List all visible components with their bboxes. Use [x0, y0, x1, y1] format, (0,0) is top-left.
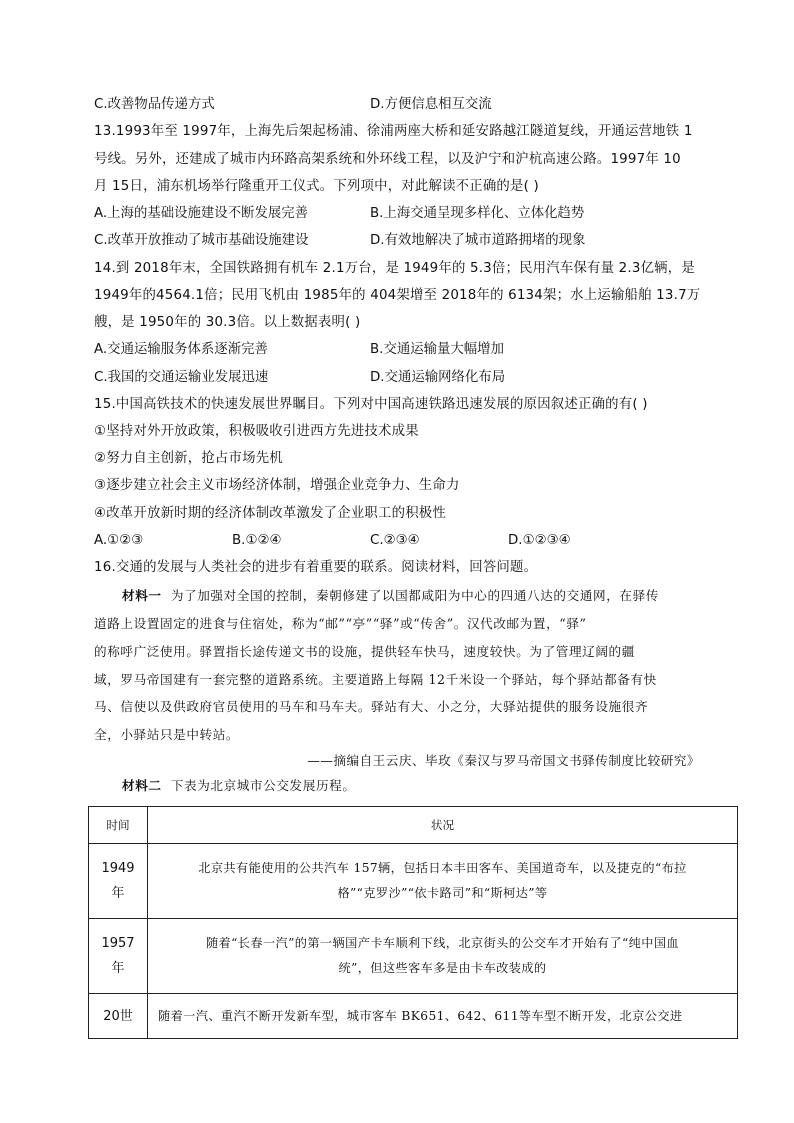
table-row [89, 844, 738, 919]
q15-item-1: ①坚持对外开放政策，积极吸收引进西方先进技术成果 [94, 424, 419, 439]
time-line: 20世 [103, 1008, 133, 1024]
material1-label: 材料一 [122, 588, 162, 603]
status-line: 随着“长春一汽”的第一辆国产卡车顺利下线，北京街头的公交车才开始有了“纯中国血 [205, 936, 680, 950]
beijing-bus-history-table [88, 806, 738, 1039]
table-cell-status [148, 844, 738, 919]
q14-stem-line-1: 14.到 2018年末，全国铁路拥有机车 2.1万台，是 1949年的 5.3倍；民用汽车保有量 2.3亿辆，是 [94, 261, 695, 276]
material1-line-3: 的称呼广泛使用。驿置指长途传递文书的设施，提供轻车快马，速度较快。为了管理辽阔的疆 [94, 644, 635, 659]
material1-source: ——摘编自王云庆、毕玫《秦汉与罗马帝国文书驿传制度比较研究》 [307, 753, 700, 768]
q14-option-a: A.交通运输服务体系逐渐完善 [94, 342, 268, 357]
material1-line-4: 域，罗马帝国建有一套完整的道路系统。主要道路上每隔 12千米设一个驿站，每个驿站都备有快 [94, 672, 657, 687]
q14-option-b: B.交通运输量大幅增加 [370, 342, 504, 357]
q14-option-d: D.交通运输网络化布局 [370, 370, 506, 385]
q15-stem: 15.中国高铁技术的快速发展世界瞩目。下列对中国高速铁路迅速发展的原因叙述正确的有( ) [94, 397, 648, 412]
q15-option-a: A.①②③ [94, 533, 144, 548]
q13-stem-line-1: 13.1993年至 1997年，上海先后架起杨浦、徐浦两座大桥和延安路越江隧道复线，开通运营地铁 1 [94, 124, 693, 139]
table-cell-time [89, 994, 148, 1039]
material2-text: 下表为北京城市公交发展历程。 [170, 778, 356, 793]
table-cell-status [148, 919, 738, 994]
table-cell-time [89, 844, 148, 919]
q14-option-c: C.我国的交通运输业发展迅速 [94, 370, 269, 385]
table-header-status: 状况 [148, 807, 738, 844]
material2-label: 材料二 [122, 778, 162, 793]
q12-option-c: C.改善物品传递方式 [94, 97, 215, 112]
table-cell-time [89, 919, 148, 994]
material1-line-5: 马、信使以及供政府官员使用的马车和马车夫。驿站有大、小之分，大驿站提供的服务设施很齐 [94, 699, 649, 714]
status-line: 随着一汽、重汽不断开发新车型，城市客车 BK651、642、611等车型不断开发，北京公交进 [158, 1008, 683, 1023]
status-line: 北京共有能使用的公共汽车 157辆，包括日本丰田客车、美国道奇车，以及捷克的“布拉 [198, 861, 687, 875]
q13-option-b: B.上海交通呈现多样化、立体化趋势 [370, 206, 585, 221]
q15-option-b: B.①②④ [232, 533, 282, 548]
time-line: 1949 [101, 861, 135, 876]
q14-stem-line-3: 艘，是 1950年的 30.3倍。以上数据表明( ) [94, 315, 361, 330]
material1-line-6: 全，小驿站只是中转站。 [94, 727, 240, 742]
q15-item-3: ③逐步建立社会主义市场经济体制，增强企业竞争力、生命力 [94, 478, 460, 493]
status-line: 统”，但这些客车多是由卡车改装成的 [338, 961, 547, 975]
time-line: 年 [111, 961, 125, 976]
material1-line-1 [122, 586, 659, 606]
table-header-time: 时间 [89, 807, 148, 844]
table-cell-status [148, 994, 738, 1039]
q12-option-d: D.方便信息相互交流 [370, 97, 492, 112]
material1-text: 为了加强对全国的控制，秦朝修建了以国都咸阳为中心的四通八达的交通网，在驿传 [170, 588, 659, 603]
q13-stem-line-3: 月 15日，浦东机场举行隆重开工仪式。下列项中，对此解读不正确的是( ) [94, 179, 539, 194]
q13-option-a: A.上海的基础设施建设不断发展完善 [94, 206, 309, 221]
table-header-row [89, 807, 738, 844]
status-line: 格”“克罗沙”“依卡路司”和“斯柯达”等 [337, 886, 548, 900]
material1-line-2: 道路上设置固定的进食与住宿处，称为“邮”“亭”“驿”或“传舍”。汉代改邮为置，“驿” [94, 616, 587, 631]
q15-option-d: D.①②③④ [508, 533, 571, 548]
q13-stem-line-2: 号线。另外，还建成了城市内环路高架系统和外环线工程，以及沪宁和沪杭高速公路。1997年 10 [94, 152, 681, 167]
time-line: 年 [111, 886, 125, 901]
material2-intro [122, 776, 356, 796]
time-line: 1957 [101, 936, 135, 951]
q15-option-c: C.②③④ [370, 533, 420, 548]
q15-item-2: ②努力自主创新，抢占市场先机 [94, 451, 283, 466]
q15-item-4: ④改革开放新时期的经济体制改革激发了企业职工的积极性 [94, 506, 446, 521]
q14-stem-line-2: 1949年的4564.1倍；民用飞机由 1985年的 404架增至 2018年的 6134架；水上运输船舶 13.7万 [94, 288, 701, 303]
q13-option-c: C.改革开放推动了城市基础设施建设 [94, 233, 309, 248]
table-row [89, 994, 738, 1039]
q13-option-d: D.有效地解决了城市道路拥堵的现象 [370, 233, 586, 248]
q16-stem: 16.交通的发展与人类社会的进步有着重要的联系。阅读材料，回答问题。 [94, 560, 538, 575]
table-row [89, 919, 738, 994]
